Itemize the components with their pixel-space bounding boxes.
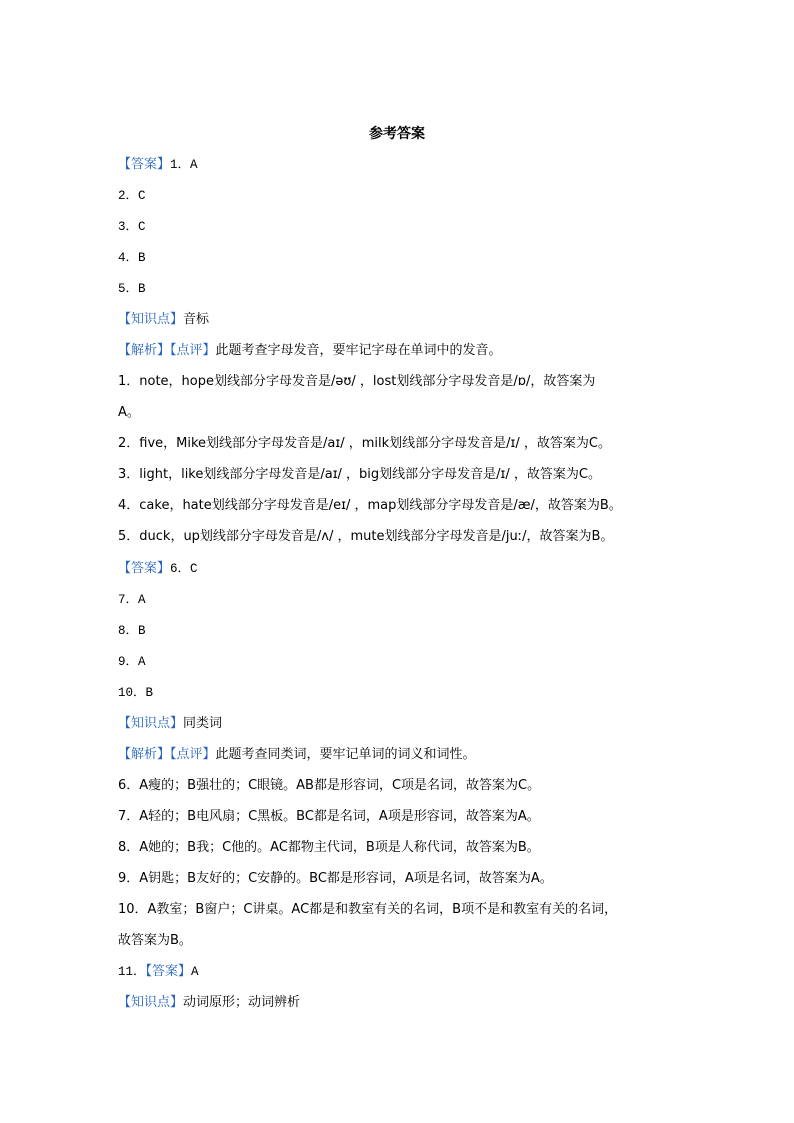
knowledge-tag: 【知识点】 xyxy=(118,312,184,327)
explanation-line: 10．A教室；B窗户；C讲桌。AC都是和教室有关的名词，B项不是和教室有关的名词， xyxy=(118,902,618,917)
explanation-line: 4．cake，hate划线部分字母发音是/eɪ/ ，map划线部分字母发音是/æ/，故答案为B。 xyxy=(118,498,622,513)
answer-value: 1．A xyxy=(170,158,198,172)
explanation-line: A。 xyxy=(118,405,140,420)
explanation-line: 5．duck，up划线部分字母发音是/ʌ/ ，mute划线部分字母发音是/juː/，故答案为B。 xyxy=(118,529,614,544)
explanation-line: 9．A钥匙；B友好的；C安静的。BC都是形容词，A项是名词，故答案为A。 xyxy=(118,871,553,886)
answer-line-7: 7．A xyxy=(118,593,146,607)
comment-text: 此题考查字母发音，要牢记字母在单词中的发音。 xyxy=(215,343,502,358)
answer-line-2: 2．C xyxy=(118,189,146,203)
explanation-line: 3．light，like划线部分字母发音是/aɪ/ ，big划线部分字母发音是/ɪ/ ，故答案为C。 xyxy=(118,467,601,482)
explanation-line: 故答案为B。 xyxy=(118,933,192,948)
answer-value: 6．C xyxy=(170,562,198,576)
answer-line-3: 3．C xyxy=(118,220,146,234)
knowledge-line-3 xyxy=(118,993,678,1013)
answer-line-1 xyxy=(118,155,678,175)
answer-value: A xyxy=(191,965,199,979)
comment-text: 此题考查同类词，要牢记单词的词义和词性。 xyxy=(215,747,476,762)
answer-tag: 【答案】 xyxy=(118,561,171,576)
explanation-line: 1．note，hope划线部分字母发音是/əʊ/ ，lost划线部分字母发音是/ɒ/，故答案为 xyxy=(118,374,596,389)
knowledge-value: 同类词 xyxy=(183,716,223,731)
analysis-tag: 【解析】 xyxy=(118,343,171,358)
explanation-line: 6．A瘦的；B强壮的；C眼镜。AB都是形容词，C项是名词，故答案为C。 xyxy=(118,778,541,793)
answer-line-8: 8．B xyxy=(118,624,146,638)
explanation-line: 7．A轻的；B电风扇；C黑板。BC都是名词，A项是形容词，故答案为A。 xyxy=(118,809,540,824)
question-number: 11． xyxy=(118,965,146,979)
answer-line-6 xyxy=(118,559,678,579)
page-title: 参考答案 xyxy=(369,126,425,142)
analysis-tag: 【解析】 xyxy=(118,747,171,762)
knowledge-line-2 xyxy=(118,714,678,734)
answer-tag: 【答案】 xyxy=(145,964,192,979)
answer-line-4: 4．B xyxy=(118,251,146,265)
knowledge-tag: 【知识点】 xyxy=(118,995,184,1010)
explanation-line: 2．five，Mike划线部分字母发音是/aɪ/ ，milk划线部分字母发音是/ɪ/ ，故答案为C。 xyxy=(118,436,611,451)
answer-line-10: 10．B xyxy=(118,686,154,700)
knowledge-value: 动词原形；动词辨析 xyxy=(183,995,301,1010)
answer-line-5: 5．B xyxy=(118,282,146,296)
comment-tag: 【点评】 xyxy=(170,747,216,762)
analysis-line-2 xyxy=(118,745,678,765)
knowledge-tag: 【知识点】 xyxy=(118,716,184,731)
answer-tag: 【答案】 xyxy=(118,157,171,172)
knowledge-line-1 xyxy=(118,310,678,330)
explanation-line: 8．A她的；B我；C他的。AC都物主代词，B项是人称代词，故答案为B。 xyxy=(118,840,540,855)
analysis-line-1 xyxy=(118,341,678,361)
answer-line-11 xyxy=(118,962,678,982)
answer-line-9: 9．A xyxy=(118,655,146,669)
knowledge-value: 音标 xyxy=(183,312,210,327)
comment-tag: 【点评】 xyxy=(170,343,216,358)
